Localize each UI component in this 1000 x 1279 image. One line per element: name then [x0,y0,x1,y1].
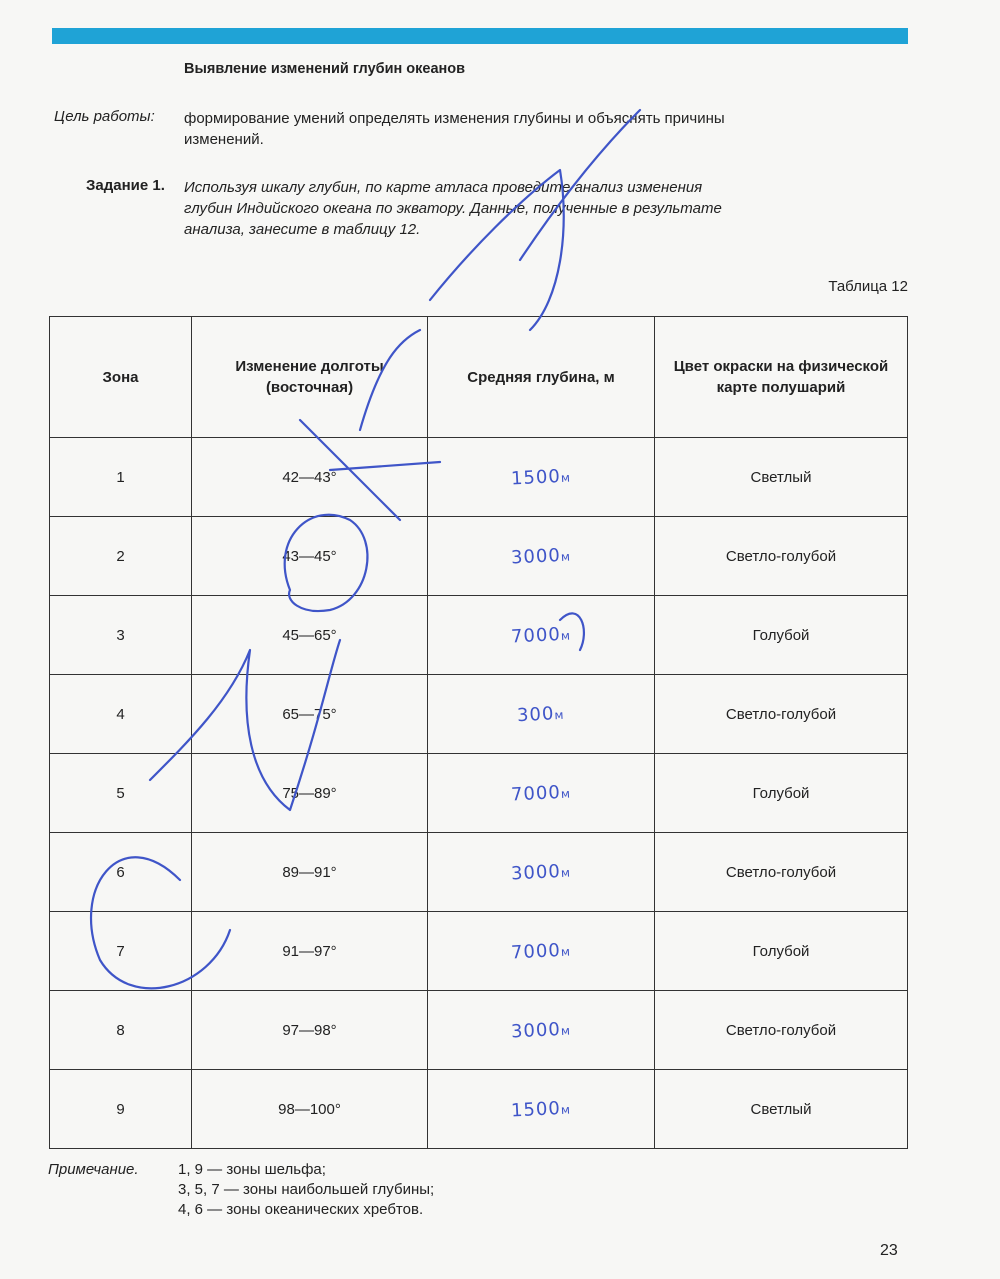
longitude-cell: 91—97° [192,912,428,991]
handwritten-depth: 3000м [510,544,572,569]
note-section [48,1160,435,1218]
header-depth: Средняя глубина, м [428,317,655,438]
depth-cell [428,912,655,991]
color-cell: Голубой [655,754,908,833]
longitude-cell: 97—98° [192,991,428,1070]
goal-text: формирование умений определять изменения глубины и объяснять причины изменений. [184,110,725,148]
depth-cell [428,991,655,1070]
table-row [50,675,908,754]
handwritten-depth: 7000м [510,939,572,964]
depth-cell [428,833,655,912]
note-line: 4, 6 — зоны океанических хребтов. [178,1201,424,1218]
header-color: Цвет окраски на физической карте полушарий [655,317,908,438]
table-row [50,1070,908,1149]
zone-cell: 3 [50,596,192,675]
color-cell: Светлый [655,1070,908,1149]
zone-cell: 6 [50,833,192,912]
handwritten-depth: 1500м [510,1097,572,1122]
color-cell: Светло-голубой [655,517,908,596]
depth-cell [428,517,655,596]
color-cell: Светло-голубой [655,991,908,1070]
table-row [50,991,908,1070]
table-row [50,438,908,517]
task-text: Используя шкалу глубин, по карте атласа проведите анализ изменения глубин Индийского океана по экватору. Данные, полученные в результате анализа, занесите в таблицу 12. [184,179,722,238]
depth-cell [428,1070,655,1149]
longitude-cell: 45—65° [192,596,428,675]
zone-cell: 7 [50,912,192,991]
depth-cell [428,754,655,833]
table-row [50,517,908,596]
handwritten-depth: 3000м [510,1018,572,1043]
table-row [50,754,908,833]
color-cell: Светло-голубой [655,833,908,912]
color-cell: Светло-голубой [655,675,908,754]
goal-label: Цель работы: [54,108,155,125]
zone-cell: 5 [50,754,192,833]
depth-table [49,316,908,1149]
handwritten-depth: 7000м [510,781,572,806]
header-longitude: Изменение долготы (восточная) [192,317,428,438]
note-line: 3, 5, 7 — зоны наибольшей глубины; [178,1181,435,1198]
handwritten-depth: 7000м [510,623,572,648]
zone-cell: 4 [50,675,192,754]
table-header-row [50,317,908,438]
depth-cell [428,438,655,517]
table-row [50,833,908,912]
longitude-cell: 89—91° [192,833,428,912]
longitude-cell: 75—89° [192,754,428,833]
zone-cell: 9 [50,1070,192,1149]
page-title: Выявление изменений глубин океанов [184,61,466,77]
depth-cell [428,675,655,754]
task-label: Задание 1. [86,177,165,194]
handwritten-depth: 300м [516,702,566,726]
zone-cell: 1 [50,438,192,517]
color-cell: Голубой [655,596,908,675]
zone-cell: 2 [50,517,192,596]
note-line: 1, 9 — зоны шельфа; [178,1161,326,1178]
header-accent-bar [52,28,908,44]
longitude-cell: 65—75° [192,675,428,754]
page-number: 23 [880,1242,898,1259]
handwritten-depth: 1500м [510,465,572,490]
note-label: Примечание. [48,1161,139,1178]
color-cell: Светлый [655,438,908,517]
color-cell: Голубой [655,912,908,991]
header-zone: Зона [50,317,192,438]
note-lines [178,1160,578,1220]
longitude-cell: 98—100° [192,1070,428,1149]
table-caption: Таблица 12 [828,278,908,295]
handwritten-depth: 3000м [510,860,572,885]
table-row [50,912,908,991]
zone-cell: 8 [50,991,192,1070]
depth-cell [428,596,655,675]
longitude-cell: 43—45° [192,517,428,596]
longitude-cell: 42—43° [192,438,428,517]
table-row [50,596,908,675]
